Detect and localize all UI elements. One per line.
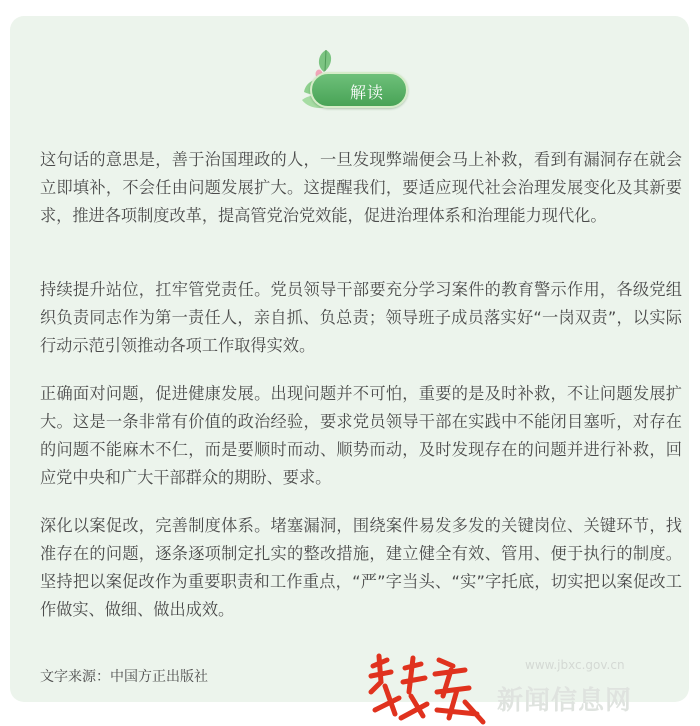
badge-pill [310, 72, 408, 108]
watermark-url: www.jbxc.gov.cn [525, 658, 625, 672]
paragraph-4: 深化以案促改，完善制度体系。堵塞漏洞，围绕案件易发多发的关键岗位、关键环节，找准存在的问题，逐条逐项制定扎实的整改措施，建立健全有效、管用、便于执行的制度。坚持把以案促改作为重要职责和工作重点，“严”字当头、“实”字托底，切实把以案促改工作做实、做细、做出成效。 [40, 516, 682, 619]
paragraph-2: 持续提升站位，扛牢管党责任。党员领导干部要充分学习案件的教育警示作用，各级党组织负责同志作为第一责任人，亲自抓、负总责；领导班子成员落实好“一岗双责”，以实际行动示范引领推动各项工作取得实效。 [40, 280, 682, 355]
source-credit: 文字来源：中国方正出版社 [40, 669, 208, 685]
section-badge [296, 44, 416, 112]
jingbian-logo [365, 652, 495, 726]
paragraph-3: 正确面对问题，促进健康发展。出现问题并不可怕，重要的是及时补救，不让问题发展扩大。这是一条非常有价值的政治经验，要求党员领导干部在实践中不能闭目塞听，对存在的问题不能麻木不仁，而是要顺时而动、顺势而动，及时发现存在的问题并进行补救，回应党中央和广大干部群众的期盼、要求。 [40, 384, 682, 487]
badge-label: 解读 [350, 83, 385, 102]
content-card [10, 16, 689, 716]
paragraph-1: 这句话的意思是，善于治国理政的人，一旦发现弊端便会马上补救，看到有漏洞存在就会立即填补，不会任由问题发展扩大。这提醒我们，要适应现代社会治理发展变化及其新要求，推进各项制度改革，提高管党治党效能，促进治理体系和治理能力现代化。 [40, 150, 682, 225]
watermark-site-name: 新闻信息网 [497, 686, 633, 716]
